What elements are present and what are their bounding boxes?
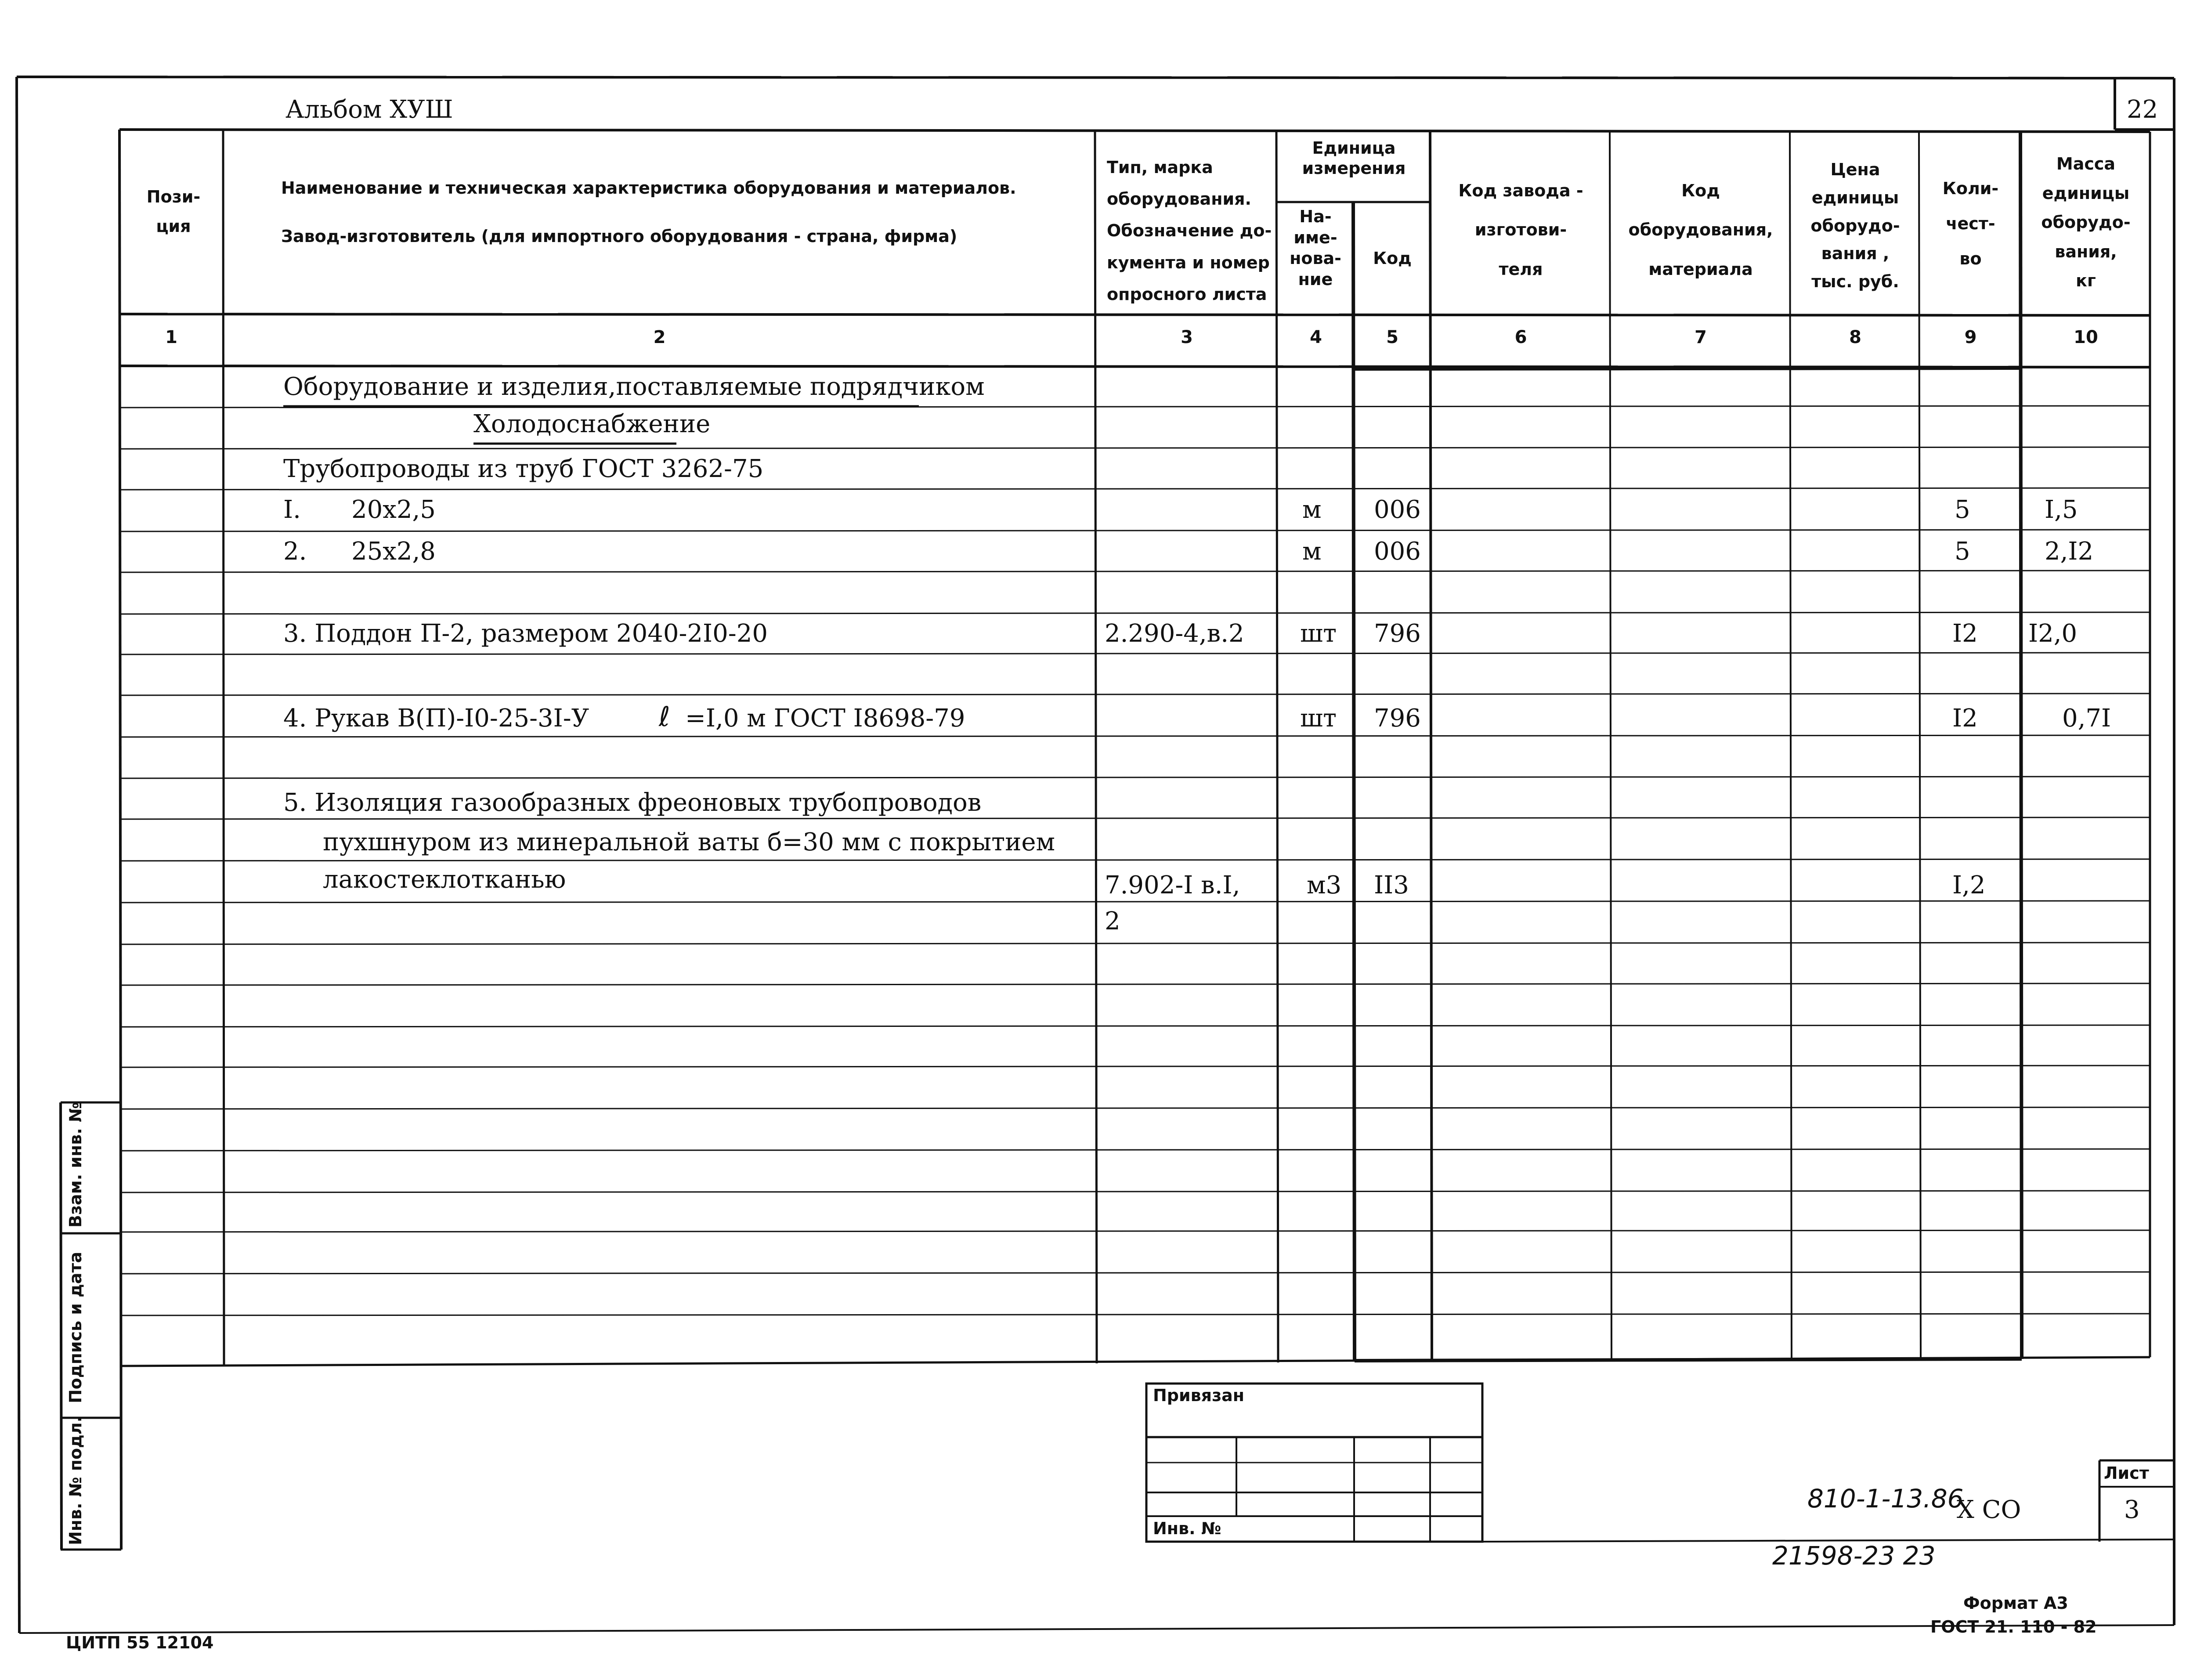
row4-unit: шт bbox=[1300, 704, 1337, 733]
side-inv-podl: Инв. № подл. bbox=[66, 1416, 85, 1545]
col-number-2: 2 bbox=[653, 327, 666, 347]
header-position: Пози- ция bbox=[146, 187, 201, 236]
header-name-line1: Наименование и техническая характеристика оборудования и материалов. bbox=[281, 178, 1016, 198]
subsection-title: Холодоснабжение bbox=[473, 410, 711, 438]
row5-unit: м3 bbox=[1307, 871, 1342, 900]
header-name-line2: Завод-изготовитель (для импортного оборудования - страна, фирма) bbox=[281, 227, 958, 246]
header-type: Тип, марка оборудования. Обозначение до- кумента и номер опросного листа bbox=[1107, 158, 1272, 304]
row1-number: I. bbox=[283, 495, 301, 524]
row2-qty: 5 bbox=[1955, 537, 1970, 566]
row3-mass: I2,0 bbox=[2028, 619, 2078, 648]
col-number-7: 7 bbox=[1695, 327, 1707, 347]
col-number-1: 1 bbox=[165, 327, 177, 347]
row3-type: 2.290-4,в.2 bbox=[1105, 619, 1244, 648]
row3-unit: шт bbox=[1300, 619, 1337, 648]
col-number-6: 6 bbox=[1514, 327, 1527, 347]
row2-number: 2. bbox=[283, 537, 307, 566]
row5-line1: 5. Изоляция газообразных фреоновых трубопроводов bbox=[283, 788, 982, 817]
header-quantity: Коли- чест- во bbox=[1942, 179, 1999, 268]
row1-unit: м bbox=[1302, 495, 1322, 524]
row1-code: 006 bbox=[1374, 495, 1421, 524]
stamp-list-number: 3 bbox=[2124, 1496, 2140, 1524]
side-podpis: Подпись и дата bbox=[66, 1251, 85, 1403]
header-unit-code: Код bbox=[1373, 249, 1412, 268]
row2-code: 006 bbox=[1374, 537, 1421, 566]
row4-ell-symbol: ℓ bbox=[659, 701, 670, 733]
row1-name: 20х2,5 bbox=[351, 495, 436, 524]
header-unit-name: На- име- нова- ние bbox=[1290, 207, 1341, 289]
header-equipment-code: Код оборудования, материала bbox=[1628, 181, 1773, 279]
stamp-inv-no: Инв. № bbox=[1153, 1519, 1221, 1538]
row3-name: 3. Поддон П-2, размером 2040-2I0-20 bbox=[283, 619, 768, 648]
row4-name-a: 4. Рукав В(П)-I0-25-3I-У bbox=[283, 704, 589, 733]
row4-code: 796 bbox=[1374, 704, 1421, 733]
row5-line2: пухшнуром из минеральной ваты б=30 мм с покрытием bbox=[323, 828, 1055, 856]
row1-mass: I,5 bbox=[2045, 495, 2078, 524]
row5-qty: I,2 bbox=[1952, 871, 1986, 900]
row5-type-a: 7.902-I в.I, bbox=[1105, 871, 1240, 900]
col-number-3: 3 bbox=[1181, 327, 1193, 347]
row3-code: 796 bbox=[1374, 619, 1421, 648]
header-mass: Масса единицы оборудо- вания, кг bbox=[2041, 154, 2131, 290]
stamp-order-number: 21598-23 23 bbox=[1772, 1541, 1936, 1571]
row5-code: II3 bbox=[1374, 871, 1409, 900]
row2-mass: 2,I2 bbox=[2045, 537, 2094, 566]
stamp-doc-suffix: Х СО bbox=[1957, 1496, 2021, 1524]
header-price: Цена единицы оборудо- вания , тыс. руб. bbox=[1810, 160, 1900, 292]
album-title: Альбом ХУШ bbox=[285, 95, 453, 124]
side-vzam: Взам. инв. № bbox=[66, 1102, 85, 1228]
stamp-privyazan: Привязан bbox=[1153, 1386, 1245, 1405]
header-factory-code: Код завода - изготови- теля bbox=[1458, 181, 1583, 279]
col-number-8: 8 bbox=[1849, 327, 1861, 347]
pipes-title: Трубопроводы из труб ГОСТ 3262-75 bbox=[283, 455, 764, 483]
col-number-9: 9 bbox=[1964, 327, 1977, 347]
footer-citp: ЦИТП 55 12104 bbox=[66, 1633, 214, 1652]
col-number-4: 4 bbox=[1310, 327, 1322, 347]
footer-gost: ГОСТ 21. 110 - 82 bbox=[1930, 1617, 2097, 1637]
stamp-doc-code: 810-1-13.86 bbox=[1807, 1484, 1964, 1514]
header-unit-group: Единица измерения bbox=[1302, 138, 1406, 178]
page-number: 22 bbox=[2127, 95, 2158, 124]
row4-qty: I2 bbox=[1952, 704, 1978, 733]
row4-name-b: =I,0 м ГОСТ I8698-79 bbox=[685, 704, 965, 733]
row2-unit: м bbox=[1302, 537, 1322, 566]
col-number-10: 10 bbox=[2074, 327, 2098, 347]
row5-type-b: 2 bbox=[1105, 907, 1120, 936]
footer-format: Формат А3 bbox=[1963, 1593, 2068, 1613]
row1-qty: 5 bbox=[1955, 495, 1970, 524]
row3-qty: I2 bbox=[1952, 619, 1978, 648]
col-number-5: 5 bbox=[1386, 327, 1398, 347]
section-title: Оборудование и изделия,поставляемые подрядчиком bbox=[283, 372, 985, 401]
row5-line3: лакостеклотканью bbox=[323, 865, 566, 894]
stamp-list-label: Лист bbox=[2104, 1463, 2149, 1483]
row2-name: 25х2,8 bbox=[351, 537, 436, 566]
row4-mass: 0,7I bbox=[2062, 704, 2111, 733]
